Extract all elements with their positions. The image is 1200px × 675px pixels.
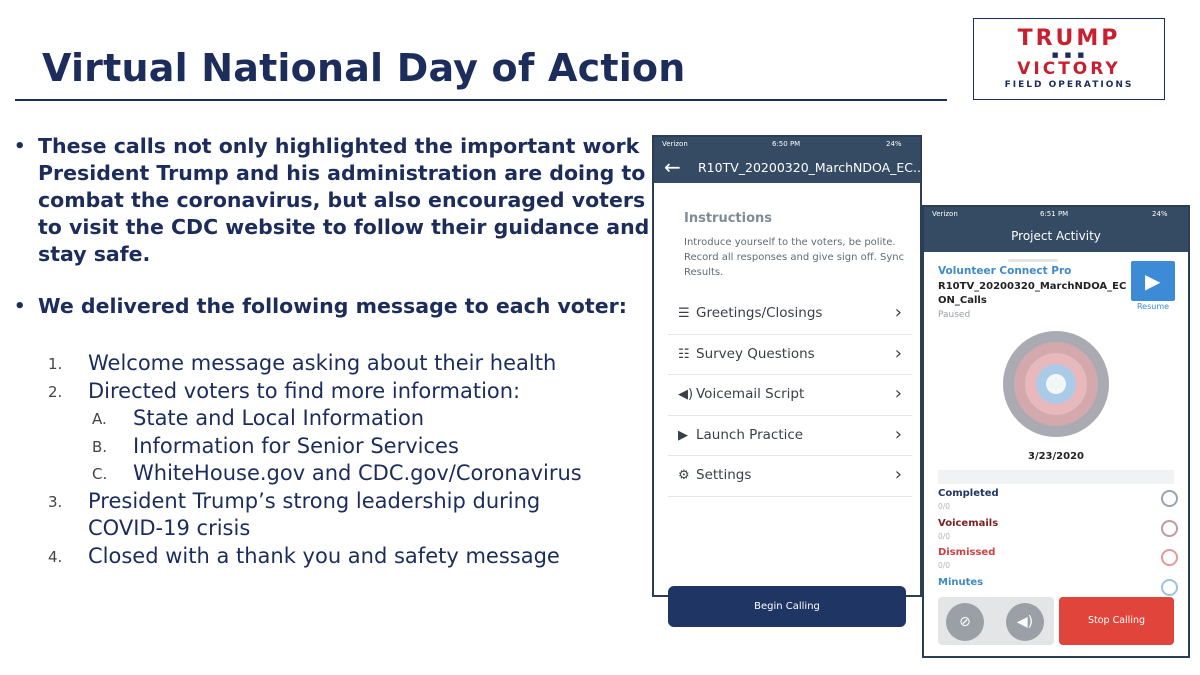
call-controls [938, 597, 1172, 645]
substep-item [48, 460, 648, 488]
resume-button[interactable] [1131, 261, 1175, 301]
stat-label: Voicemails [938, 518, 999, 529]
substep-letter: B. [92, 437, 108, 456]
bullet-list [12, 133, 652, 320]
play-icon: ▶ [1145, 269, 1161, 293]
stat-value: 0/0 [938, 532, 951, 541]
project-name: R10TV_20200320_MarchNDOA_ECON_Calls [938, 281, 1127, 306]
step-item [48, 350, 648, 378]
step-number: 3. [48, 492, 63, 511]
speaker-icon: ◀) [1016, 614, 1034, 630]
chevron-right-icon: › [894, 342, 902, 364]
gear-icon: ⚙ [678, 468, 690, 483]
stat-label: Completed [938, 488, 999, 499]
play-circle-icon: ▶ [678, 427, 688, 443]
step-item [48, 378, 648, 406]
step-number: 1. [48, 355, 63, 373]
step-item [48, 543, 648, 571]
stat-value: 0/0 [938, 502, 951, 511]
progress-rings-graphic [1002, 330, 1110, 438]
substep-text: WhiteHouse.gov and CDC.gov/Coronavirus [133, 461, 582, 485]
battery: 24% [1152, 210, 1168, 218]
project-title: R10TV_20200320_MarchNDOA_EC... [698, 160, 925, 175]
logo-field-operations: FIELD OPERATIONS [1004, 80, 1134, 90]
drag-grip[interactable] [1008, 259, 1058, 262]
trump-victory-logo [973, 18, 1165, 100]
menu-item-launch-practice[interactable] [668, 416, 912, 457]
carrier: Verizon [932, 210, 958, 218]
step-item [48, 488, 648, 516]
menu-item-greetings[interactable] [668, 294, 912, 335]
stat-completed [938, 488, 1178, 518]
stat-dismissed [938, 547, 1178, 577]
status-circle-icon [1161, 579, 1178, 596]
stat-value: 0/0 [938, 561, 951, 570]
menu-label: Survey Questions [696, 345, 815, 362]
carrier: Verizon [662, 140, 688, 148]
logo-trump: TRUMP [1017, 26, 1121, 51]
message-steps [48, 350, 648, 570]
speaker-button[interactable] [1006, 603, 1044, 641]
chevron-right-icon: › [894, 302, 902, 323]
status-circle-icon [1161, 490, 1178, 507]
clock: 6:50 PM [772, 140, 801, 148]
menu-label: Greetings/Closings [696, 305, 823, 321]
nav-bar [654, 152, 925, 183]
step-text: Closed with a thank you and safety message [88, 543, 560, 568]
substep-text: Information for Senior Services [133, 433, 459, 458]
phone-screenshot-project-activity [922, 205, 1190, 658]
stat-label: Dismissed [938, 547, 996, 558]
step-number: 2. [48, 382, 63, 401]
mute-button[interactable] [946, 603, 984, 641]
substep-letter: C. [92, 465, 108, 483]
menu-item-voicemail-script[interactable] [668, 375, 912, 416]
chevron-right-icon: › [894, 464, 902, 485]
substep-letter: A. [92, 410, 107, 428]
ring-center [1046, 374, 1066, 394]
menu-item-settings[interactable] [668, 456, 912, 497]
status-bar [654, 137, 920, 152]
divider-bar [938, 470, 1174, 484]
menu-label: Launch Practice [696, 426, 804, 443]
logo-stars: ■ ■ ■ [1051, 51, 1087, 59]
substep-item [48, 405, 648, 433]
battery: 24% [886, 140, 902, 148]
chevron-right-icon: › [894, 383, 902, 404]
chevron-right-icon: › [894, 423, 902, 445]
title-underline [15, 99, 947, 101]
bullet-text: These calls not only highlighted the important work President Trump and his administration are doing to combat the coronavirus, but also encouraged voters to visit the CDC website to follow their guidance and stay safe. [38, 134, 650, 266]
bullet-item [12, 293, 652, 320]
bulleted-list-icon: ☷ [678, 346, 690, 362]
instructions-text: Introduce yourself to the voters, be polite. Record all responses and give sign off. Sync Results. [684, 237, 905, 278]
speaker-icon: ◀) [678, 387, 694, 402]
step-item-continued [48, 515, 648, 543]
project-state: Paused [938, 310, 971, 320]
step-text: President Trump’s strong leadership during [88, 488, 541, 513]
stop-calling-button[interactable]: Stop Calling [1059, 597, 1174, 645]
status-circle-icon [1161, 549, 1178, 566]
menu-item-survey-questions[interactable] [668, 335, 912, 376]
bullet-dot-icon: • [14, 296, 26, 317]
stat-voicemails [938, 518, 1178, 548]
bullet-dot-icon: • [14, 136, 26, 157]
substep-text: State and Local Information [133, 406, 425, 430]
menu-list [668, 294, 912, 497]
step-text: Directed voters to find more information: [88, 378, 521, 403]
step-text: COVID-19 crisis [88, 516, 251, 540]
list-icon: ☰ [678, 306, 690, 321]
logo-victory: VICTORY [1017, 59, 1121, 79]
stat-label: Minutes [938, 577, 984, 588]
status-bar [924, 207, 1188, 223]
status-circle-icon [1161, 520, 1178, 537]
step-number: 4. [48, 547, 63, 566]
instructions-heading: Instructions [684, 211, 773, 226]
activity-date: 3/23/2020 [1027, 451, 1084, 462]
begin-calling-button[interactable]: Begin Calling [668, 586, 906, 627]
resume-label: Resume [1136, 302, 1170, 311]
menu-label: Voicemail Script [696, 386, 805, 402]
app-name: Volunteer Connect Pro [938, 265, 1072, 277]
mic-off-icon: ⊘ [959, 614, 971, 630]
slide-title: Virtual National Day of Action [42, 46, 686, 90]
menu-label: Settings [696, 467, 752, 483]
bullet-text: We delivered the following message to each voter: [38, 294, 627, 318]
phone-screenshot-instructions [652, 135, 925, 612]
substep-item [48, 433, 648, 461]
bullet-item [12, 133, 652, 268]
step-text: Welcome message asking about their health [88, 351, 557, 375]
nav-title: Project Activity [924, 223, 1188, 252]
clock: 6:51 PM [1040, 210, 1069, 218]
back-arrow-icon[interactable]: ← [664, 155, 681, 179]
